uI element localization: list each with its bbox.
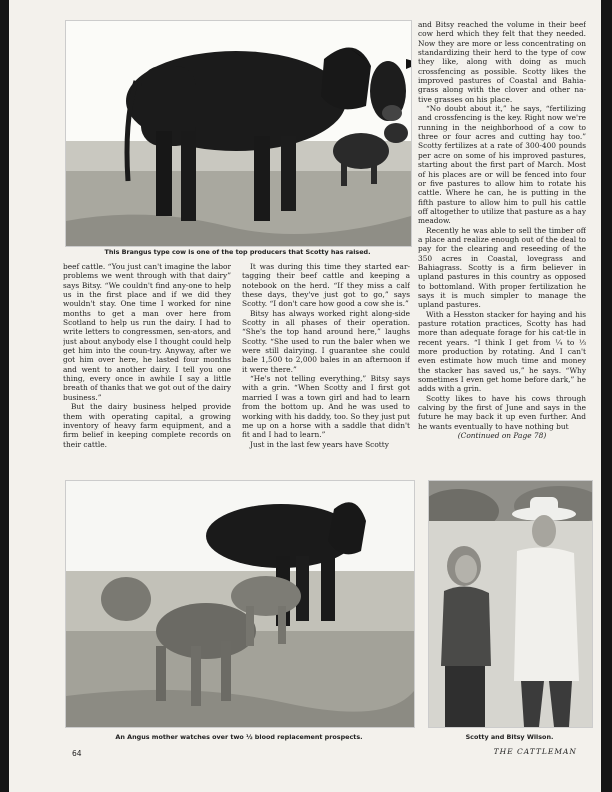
article-paragraph: Bitsy has always worked right along-side Scotty in all phases of their operation. “She's the top hand around here,” laughs Scotty. “She used to run the baler when we were still dairying. I guarantee she could bale 1,500 to 2,000 bales in an afternoon if it were there.”	[242, 308, 410, 374]
article-paragraph: “He's not telling everything,” Bitsy says with a grin. “When Scotty and I first got married I was a town girl and had to learn from the bottom up. And he was used to working with his daddy, too. So they just put me up on a horse with a saddle that didn't fit and I had to learn.”	[242, 374, 410, 440]
wilsons-portrait-image	[429, 481, 592, 727]
article-paragraph: It was during this time they started ear-tagging their beef cattle and keeping a notebook on the herd. “If they miss a calf these days, they've just got to go,” says Scotty. “I don't care how good a cow she is.”	[242, 262, 410, 309]
angus-mother-photo	[65, 480, 415, 728]
article-paragraph: Recently he was able to sell the timber off a place and realize enough out of the deal to pay for the clearing and reseeding of the 350 acres in Coastal, lovegrass and Bahiagrass. Scotty is a firm believer in upland pastures in this country as opposed to bottomland. With proper fertilization he says it is much simpler to manage the upland pastures.	[418, 225, 586, 310]
article-paragraph: But the dairy business helped provide them with operating capital, a growing inventory of heavy farm equipment, and a firm belief in keeping complete records on their cattle.	[63, 402, 231, 449]
angus-mother-image	[66, 481, 414, 727]
wilsons-portrait-photo	[428, 480, 593, 728]
article-paragraph: With a Hesston stacker for haying and his pasture rotation practices, Scotty has had more than adequate forage for his cat-tle in recent years. “I think I get from ¼ to ⅓ more production by rotating. And I can't even estimate how much time and money the stacker has saved us,” he says. “Why sometimes I even get home before dark,” he adds with a grin.	[418, 309, 586, 394]
article-paragraph: beef cattle. “You just can't imagine the labor problems we went through with that dairy” says Bitsy. “We couldn't find any-one to help us in the first place and if we did they wouldn't stay. One time I worked for nine months to get a man over here from Scotland to help us run the dairy. I had to write letters to congressmen, sen-ators, and just about anybody else I thought could help get him into the coun-try. Anyway, after we got him over here, he lasted four months and went to another dairy. I tell you one thing, every once in awhile I say a little breath of thanks that we got out of the dairy business.”	[63, 262, 231, 402]
right-page-edge	[601, 0, 612, 792]
article-column-right-top	[418, 20, 586, 482]
brangus-cow-image	[66, 21, 411, 246]
wilsons-photo-caption: Scotty and Bitsy Wilson.	[465, 733, 554, 741]
article-paragraph: Scotty likes to have his cows through calving by the first of June and says in the future he may back it up even further. And he wants eventually to have nothing but	[418, 393, 586, 431]
article-paragraph: “No doubt about it,” he says, “fertilizing and crossfencing is the key. Right now we're running in the neighborhood of a cow to three or four acres and cutting hay too.” Scotty fertilizes at a rate of 300-400 pounds per acre on some of his improved pastures, starting about the first part of March. Most of his places are or will be fenced into four or five pastures to allow him to rotate his cattle. Where he can, he is putting in the fifth pasture to allow him to pull his cattle off altogether to utilize that pasture as a hay meadow.	[418, 104, 586, 226]
article-column-left	[63, 262, 231, 477]
article-paragraph: and Bitsy reached the volume in their beef cow herd which they felt that they needed. Now they are more or less concentrating on standardizing their herd to the type of cow they like, along with doing as much crossfencing as possible. Scotty likes the improved pastures of Coastal and Bahia-grass along with the clover and other na-tive grasses on his place.	[418, 20, 586, 104]
page-number: 64	[72, 749, 82, 758]
brangus-photo-caption: This Brangus type cow is one of the top producers that Scotty has raised.	[104, 248, 371, 256]
continued-on-page-note: (Continued on Page 78)	[457, 431, 547, 441]
brangus-cow-photo	[65, 20, 412, 247]
article-paragraph: Just in the last few years have Scotty	[250, 439, 389, 449]
angus-photo-caption: An Angus mother watches over two ½ blood replacement prospects.	[115, 733, 363, 741]
magazine-name: THE CATTLEMAN	[493, 747, 577, 756]
article-column-middle	[242, 262, 410, 477]
left-binding-edge	[0, 0, 9, 792]
